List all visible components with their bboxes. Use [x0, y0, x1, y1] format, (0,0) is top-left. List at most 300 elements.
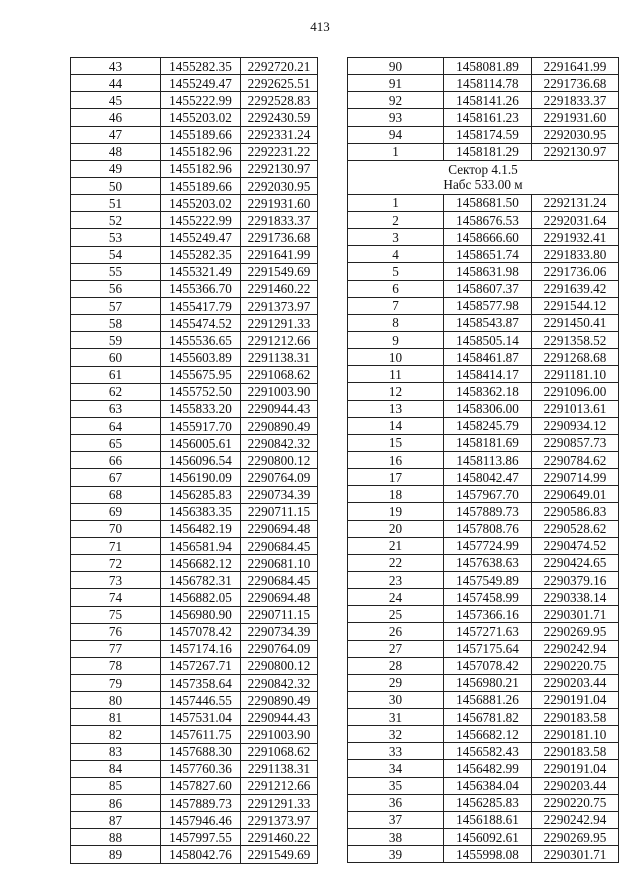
x-coordinate: 1455366.70 — [161, 280, 241, 297]
y-coordinate: 2290183.58 — [532, 709, 619, 726]
point-number: 1 — [348, 194, 444, 211]
x-coordinate: 1456781.82 — [444, 709, 532, 726]
point-number: 67 — [71, 469, 161, 486]
point-number: 35 — [348, 777, 444, 794]
table-row — [348, 829, 619, 846]
point-number: 82 — [71, 726, 161, 743]
y-coordinate: 2290734.39 — [241, 486, 318, 503]
y-coordinate: 2291932.41 — [532, 229, 619, 246]
x-coordinate: 1457997.55 — [161, 829, 241, 846]
table-row — [71, 435, 318, 452]
x-coordinate: 1458631.98 — [444, 263, 532, 280]
y-coordinate: 2291013.61 — [532, 400, 619, 417]
point-number: 65 — [71, 435, 161, 452]
y-coordinate: 2292031.64 — [532, 211, 619, 228]
x-coordinate: 1455182.96 — [161, 143, 241, 160]
x-coordinate: 1456383.35 — [161, 503, 241, 520]
y-coordinate: 2290784.62 — [532, 451, 619, 468]
y-coordinate: 2290694.48 — [241, 520, 318, 537]
point-number: 43 — [71, 58, 161, 75]
y-coordinate: 2290301.71 — [532, 606, 619, 623]
point-number: 12 — [348, 383, 444, 400]
point-number: 85 — [71, 777, 161, 794]
y-coordinate: 2291639.42 — [532, 280, 619, 297]
table-row — [71, 177, 318, 194]
y-coordinate: 2290586.83 — [532, 503, 619, 520]
point-number: 56 — [71, 280, 161, 297]
y-coordinate: 2290944.43 — [241, 400, 318, 417]
y-coordinate: 2290338.14 — [532, 589, 619, 606]
point-number: 29 — [348, 674, 444, 691]
x-coordinate: 1458181.69 — [444, 434, 532, 451]
x-coordinate: 1456285.83 — [444, 794, 532, 811]
table-row — [71, 315, 318, 332]
point-number: 7 — [348, 297, 444, 314]
table-row — [71, 126, 318, 143]
point-number: 55 — [71, 263, 161, 280]
point-number: 36 — [348, 794, 444, 811]
table-row — [348, 349, 619, 366]
table-row — [348, 58, 619, 75]
point-number: 58 — [71, 315, 161, 332]
section-header — [348, 160, 619, 194]
table-row — [71, 469, 318, 486]
x-coordinate: 1455189.66 — [161, 177, 241, 194]
x-coordinate: 1455249.47 — [161, 229, 241, 246]
point-number: 13 — [348, 400, 444, 417]
y-coordinate: 2290890.49 — [241, 417, 318, 434]
table-row — [348, 520, 619, 537]
table-row — [71, 280, 318, 297]
y-coordinate: 2291212.66 — [241, 777, 318, 794]
y-coordinate: 2291096.00 — [532, 383, 619, 400]
coordinates-table-left — [70, 57, 318, 864]
y-coordinate: 2290474.52 — [532, 537, 619, 554]
point-number: 70 — [71, 520, 161, 537]
x-coordinate: 1457724.99 — [444, 537, 532, 554]
x-coordinate: 1457611.75 — [161, 726, 241, 743]
y-coordinate: 2290714.99 — [532, 469, 619, 486]
y-coordinate: 2290694.48 — [241, 589, 318, 606]
y-coordinate: 2292331.24 — [241, 126, 318, 143]
x-coordinate: 1458161.23 — [444, 109, 532, 126]
y-coordinate: 2290711.15 — [241, 503, 318, 520]
y-coordinate: 2290301.71 — [532, 846, 619, 863]
point-number: 47 — [71, 126, 161, 143]
y-coordinate: 2290842.32 — [241, 675, 318, 692]
x-coordinate: 1455203.02 — [161, 109, 241, 126]
x-coordinate: 1458042.76 — [161, 846, 241, 863]
table-row — [71, 537, 318, 554]
point-number: 19 — [348, 503, 444, 520]
x-coordinate: 1458114.78 — [444, 75, 532, 92]
point-number: 27 — [348, 640, 444, 657]
table-row — [71, 623, 318, 640]
x-coordinate: 1458676.53 — [444, 211, 532, 228]
table-row — [348, 691, 619, 708]
x-coordinate: 1458505.14 — [444, 331, 532, 348]
x-coordinate: 1457946.46 — [161, 812, 241, 829]
point-number: 89 — [71, 846, 161, 863]
point-number: 73 — [71, 572, 161, 589]
y-coordinate: 2291003.90 — [241, 726, 318, 743]
x-coordinate: 1456782.31 — [161, 572, 241, 589]
table-row — [348, 417, 619, 434]
point-number: 4 — [348, 246, 444, 263]
point-number: 21 — [348, 537, 444, 554]
y-coordinate: 2290684.45 — [241, 537, 318, 554]
x-coordinate: 1458666.60 — [444, 229, 532, 246]
table-row — [71, 812, 318, 829]
table-row — [348, 589, 619, 606]
y-coordinate: 2292030.95 — [532, 126, 619, 143]
y-coordinate: 2290181.10 — [532, 726, 619, 743]
x-coordinate: 1458651.74 — [444, 246, 532, 263]
x-coordinate: 1456190.09 — [161, 469, 241, 486]
table-row — [71, 760, 318, 777]
x-coordinate: 1456682.12 — [444, 726, 532, 743]
point-number: 69 — [71, 503, 161, 520]
y-coordinate: 2290191.04 — [532, 691, 619, 708]
point-number: 14 — [348, 417, 444, 434]
x-coordinate: 1455189.66 — [161, 126, 241, 143]
y-coordinate: 2291641.99 — [532, 58, 619, 75]
point-number: 2 — [348, 211, 444, 228]
y-coordinate: 2292720.21 — [241, 58, 318, 75]
x-coordinate: 1457366.16 — [444, 606, 532, 623]
point-number: 51 — [71, 195, 161, 212]
table-row — [71, 606, 318, 623]
x-coordinate: 1457458.99 — [444, 589, 532, 606]
y-coordinate: 2290242.94 — [532, 811, 619, 828]
point-number: 54 — [71, 246, 161, 263]
x-coordinate: 1456188.61 — [444, 811, 532, 828]
section-subtitle: Набс 533.00 м — [443, 177, 523, 193]
table-row — [348, 194, 619, 211]
point-number: 32 — [348, 726, 444, 743]
x-coordinate: 1456682.12 — [161, 555, 241, 572]
x-coordinate: 1456384.04 — [444, 777, 532, 794]
point-number: 6 — [348, 280, 444, 297]
point-number: 33 — [348, 743, 444, 760]
table-row — [71, 229, 318, 246]
point-number: 30 — [348, 691, 444, 708]
point-number: 93 — [348, 109, 444, 126]
table-row — [71, 486, 318, 503]
table-row — [348, 400, 619, 417]
point-number: 83 — [71, 743, 161, 760]
y-coordinate: 2290203.44 — [532, 777, 619, 794]
y-coordinate: 2290649.01 — [532, 486, 619, 503]
table-row — [71, 777, 318, 794]
table-row — [348, 434, 619, 451]
table-row — [348, 640, 619, 657]
x-coordinate: 1455603.89 — [161, 349, 241, 366]
x-coordinate: 1455282.35 — [161, 246, 241, 263]
x-coordinate: 1457827.60 — [161, 777, 241, 794]
table-row — [348, 92, 619, 109]
table-row — [71, 332, 318, 349]
y-coordinate: 2291833.37 — [241, 212, 318, 229]
point-number: 31 — [348, 709, 444, 726]
x-coordinate: 1457638.63 — [444, 554, 532, 571]
point-number: 62 — [71, 383, 161, 400]
y-coordinate: 2290890.49 — [241, 692, 318, 709]
point-number: 9 — [348, 331, 444, 348]
y-coordinate: 2291373.97 — [241, 297, 318, 314]
y-coordinate: 2290379.16 — [532, 571, 619, 588]
x-coordinate: 1456980.21 — [444, 674, 532, 691]
table-row — [348, 777, 619, 794]
y-coordinate: 2291291.33 — [241, 795, 318, 812]
table-row — [71, 726, 318, 743]
point-number: 22 — [348, 554, 444, 571]
y-coordinate: 2291450.41 — [532, 314, 619, 331]
x-coordinate: 1457446.55 — [161, 692, 241, 709]
point-number: 90 — [348, 58, 444, 75]
x-coordinate: 1457271.63 — [444, 623, 532, 640]
point-number: 8 — [348, 314, 444, 331]
y-coordinate: 2291833.80 — [532, 246, 619, 263]
point-number: 57 — [71, 297, 161, 314]
table-row — [71, 263, 318, 280]
y-coordinate: 2290220.75 — [532, 657, 619, 674]
y-coordinate: 2292130.97 — [532, 143, 619, 160]
table-row — [71, 417, 318, 434]
x-coordinate: 1457078.42 — [161, 623, 241, 640]
table-row — [348, 674, 619, 691]
y-coordinate: 2291736.06 — [532, 263, 619, 280]
point-number: 76 — [71, 623, 161, 640]
x-coordinate: 1458577.98 — [444, 297, 532, 314]
y-coordinate: 2292130.97 — [241, 160, 318, 177]
point-number: 61 — [71, 366, 161, 383]
y-coordinate: 2290242.94 — [532, 640, 619, 657]
point-number: 18 — [348, 486, 444, 503]
table-row — [71, 366, 318, 383]
table-row — [348, 469, 619, 486]
table-row — [71, 709, 318, 726]
table-row — [348, 657, 619, 674]
x-coordinate: 1455998.08 — [444, 846, 532, 863]
y-coordinate: 2291212.66 — [241, 332, 318, 349]
y-coordinate: 2291736.68 — [532, 75, 619, 92]
table-row — [71, 212, 318, 229]
y-coordinate: 2290269.95 — [532, 829, 619, 846]
point-number: 79 — [71, 675, 161, 692]
point-number: 72 — [71, 555, 161, 572]
x-coordinate: 1456582.43 — [444, 743, 532, 760]
x-coordinate: 1458607.37 — [444, 280, 532, 297]
y-coordinate: 2290183.58 — [532, 743, 619, 760]
table-row — [71, 400, 318, 417]
table-row — [348, 486, 619, 503]
y-coordinate: 2290191.04 — [532, 760, 619, 777]
point-number: 28 — [348, 657, 444, 674]
point-number: 81 — [71, 709, 161, 726]
x-coordinate: 1457358.64 — [161, 675, 241, 692]
x-coordinate: 1457808.76 — [444, 520, 532, 537]
point-number: 17 — [348, 469, 444, 486]
table-row — [71, 572, 318, 589]
table-row — [71, 675, 318, 692]
y-coordinate: 2291373.97 — [241, 812, 318, 829]
y-coordinate: 2290764.09 — [241, 469, 318, 486]
table-row — [348, 537, 619, 554]
table-row — [348, 623, 619, 640]
table-row — [348, 297, 619, 314]
y-coordinate: 2291003.90 — [241, 383, 318, 400]
point-number: 75 — [71, 606, 161, 623]
x-coordinate: 1457175.64 — [444, 640, 532, 657]
table-row — [71, 92, 318, 109]
point-number: 77 — [71, 640, 161, 657]
y-coordinate: 2291931.60 — [241, 195, 318, 212]
table-row — [348, 794, 619, 811]
point-number: 63 — [71, 400, 161, 417]
table-row — [71, 503, 318, 520]
x-coordinate: 1457760.36 — [161, 760, 241, 777]
x-coordinate: 1456092.61 — [444, 829, 532, 846]
x-coordinate: 1456482.19 — [161, 520, 241, 537]
y-coordinate: 2290734.39 — [241, 623, 318, 640]
x-coordinate: 1457967.70 — [444, 486, 532, 503]
section-title: Сектор 4.1.5 — [448, 162, 518, 178]
point-number: 39 — [348, 846, 444, 863]
y-coordinate: 2290934.12 — [532, 417, 619, 434]
table-row — [71, 383, 318, 400]
point-number: 44 — [71, 75, 161, 92]
x-coordinate: 1455222.99 — [161, 92, 241, 109]
x-coordinate: 1458362.18 — [444, 383, 532, 400]
point-number: 71 — [71, 537, 161, 554]
table-row — [71, 349, 318, 366]
x-coordinate: 1455249.47 — [161, 75, 241, 92]
x-coordinate: 1458174.59 — [444, 126, 532, 143]
y-coordinate: 2290203.44 — [532, 674, 619, 691]
y-coordinate: 2291138.31 — [241, 760, 318, 777]
y-coordinate: 2291931.60 — [532, 109, 619, 126]
coordinates-table-right-body — [348, 58, 619, 863]
point-number: 94 — [348, 126, 444, 143]
x-coordinate: 1455474.52 — [161, 315, 241, 332]
x-coordinate: 1456005.61 — [161, 435, 241, 452]
y-coordinate: 2292430.59 — [241, 109, 318, 126]
page-number: 413 — [310, 19, 330, 34]
point-number: 78 — [71, 657, 161, 674]
table-row — [71, 297, 318, 314]
table-row — [348, 109, 619, 126]
x-coordinate: 1456482.99 — [444, 760, 532, 777]
table-row — [348, 143, 619, 160]
section-header-row — [348, 160, 619, 194]
table-row — [71, 555, 318, 572]
y-coordinate: 2291138.31 — [241, 349, 318, 366]
table-row — [348, 571, 619, 588]
x-coordinate: 1456881.26 — [444, 691, 532, 708]
point-number: 84 — [71, 760, 161, 777]
x-coordinate: 1455222.99 — [161, 212, 241, 229]
x-coordinate: 1455833.20 — [161, 400, 241, 417]
x-coordinate: 1457889.73 — [161, 795, 241, 812]
x-coordinate: 1455182.96 — [161, 160, 241, 177]
point-number: 24 — [348, 589, 444, 606]
y-coordinate: 2291641.99 — [241, 246, 318, 263]
y-coordinate: 2290269.95 — [532, 623, 619, 640]
table-row — [71, 692, 318, 709]
table-row — [348, 366, 619, 383]
table-row — [348, 503, 619, 520]
y-coordinate: 2291291.33 — [241, 315, 318, 332]
x-coordinate: 1458081.89 — [444, 58, 532, 75]
point-number: 49 — [71, 160, 161, 177]
point-number: 16 — [348, 451, 444, 468]
y-coordinate: 2290842.32 — [241, 435, 318, 452]
x-coordinate: 1455917.70 — [161, 417, 241, 434]
point-number: 15 — [348, 434, 444, 451]
point-number: 46 — [71, 109, 161, 126]
table-row — [348, 280, 619, 297]
x-coordinate: 1458245.79 — [444, 417, 532, 434]
y-coordinate: 2290800.12 — [241, 452, 318, 469]
y-coordinate: 2291068.62 — [241, 743, 318, 760]
table-row — [348, 726, 619, 743]
table-row — [348, 314, 619, 331]
point-number: 66 — [71, 452, 161, 469]
table-row — [348, 811, 619, 828]
y-coordinate: 2292231.22 — [241, 143, 318, 160]
y-coordinate: 2292528.83 — [241, 92, 318, 109]
table-row — [71, 75, 318, 92]
y-coordinate: 2291736.68 — [241, 229, 318, 246]
x-coordinate: 1455417.79 — [161, 297, 241, 314]
x-coordinate: 1457549.89 — [444, 571, 532, 588]
x-coordinate: 1458113.86 — [444, 451, 532, 468]
table-row — [71, 58, 318, 75]
table-row — [71, 589, 318, 606]
y-coordinate: 2290764.09 — [241, 640, 318, 657]
point-number: 23 — [348, 571, 444, 588]
point-number: 11 — [348, 366, 444, 383]
table-row — [348, 451, 619, 468]
x-coordinate: 1458141.26 — [444, 92, 532, 109]
x-coordinate: 1455321.49 — [161, 263, 241, 280]
y-coordinate: 2291549.69 — [241, 263, 318, 280]
x-coordinate: 1457531.04 — [161, 709, 241, 726]
y-coordinate: 2291549.69 — [241, 846, 318, 863]
point-number: 86 — [71, 795, 161, 812]
table-row — [71, 743, 318, 760]
table-row — [71, 657, 318, 674]
point-number: 64 — [71, 417, 161, 434]
x-coordinate: 1455203.02 — [161, 195, 241, 212]
point-number: 88 — [71, 829, 161, 846]
table-row — [71, 795, 318, 812]
table-row — [71, 246, 318, 263]
table-row — [71, 109, 318, 126]
y-coordinate: 2291268.68 — [532, 349, 619, 366]
y-coordinate: 2290800.12 — [241, 657, 318, 674]
table-row — [348, 743, 619, 760]
coordinates-table-right — [347, 57, 619, 863]
point-number: 52 — [71, 212, 161, 229]
table-row — [71, 829, 318, 846]
table-row — [348, 211, 619, 228]
point-number: 80 — [71, 692, 161, 709]
y-coordinate: 2291358.52 — [532, 331, 619, 348]
point-number: 91 — [348, 75, 444, 92]
x-coordinate: 1456980.90 — [161, 606, 241, 623]
